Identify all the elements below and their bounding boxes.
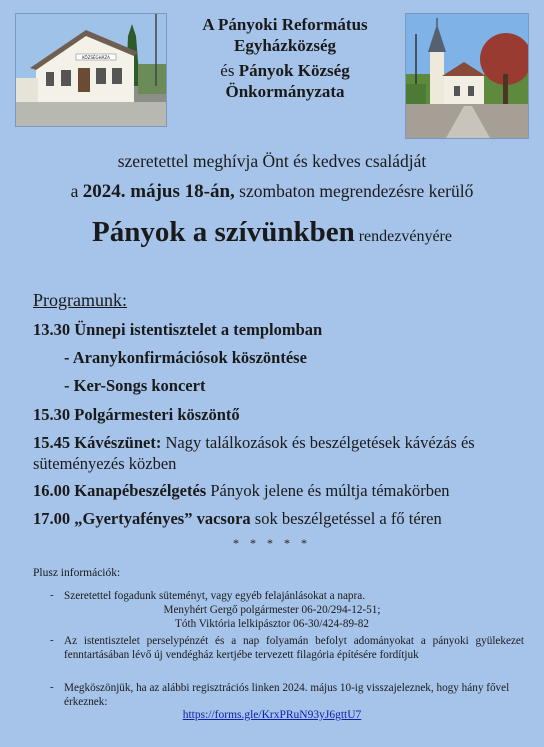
extra-info-heading: Plusz információk: (33, 567, 121, 579)
church-photo (405, 13, 529, 139)
invitation-prefix: a (70, 181, 79, 201)
village-hall-sign-text: KÖZSÉGHÁZA (82, 55, 110, 60)
program-subitem (64, 347, 307, 368)
program-heading: Programunk: (33, 290, 127, 310)
program-item-description: sok beszélgetéssel a fő téren (250, 509, 442, 528)
program-subitem-text: - Ker-Songs koncert (64, 376, 206, 395)
program-item-time-title: 17.00 „Gyertyafényes” vacsora (33, 509, 251, 528)
program-item-description: Nagy találkozások és beszélgetések kávézás és süteményezés közben (33, 433, 475, 473)
list-bullet: - (50, 634, 54, 646)
program-item-description: Pányok jelene és múltja témakörben (206, 481, 450, 500)
conjunction: és (220, 61, 235, 80)
program-subitem (64, 375, 205, 396)
list-bullet: - (50, 681, 54, 693)
extra-info-item: Szeretettel fogadunk süteményt, vagy egyéb felajánlásokat a napra. (64, 590, 366, 602)
event-subtitle: rendezvényére (358, 228, 452, 245)
contact-pastor: Tóth Viktória lelkipásztor 06-30/424-89-82 (175, 618, 369, 630)
invitation-suffix: szombaton megrendezésre kerülő (239, 181, 474, 201)
program-item (33, 480, 450, 501)
organizers-header (168, 14, 402, 102)
event-title-line (0, 216, 544, 249)
contact-mayor: Menyhért Gergő polgármester 06-20/294-12-51; (163, 604, 381, 616)
invitation-line: szeretettel meghívja Önt és kedves családját (117, 151, 427, 171)
program-item (33, 404, 240, 425)
program-item-time-title: 15.45 Kávészünet: (33, 433, 162, 452)
extra-info-item: Az istentisztelet perselypénzét és a nap folyamán befolyt adományokat a pányoki gyülekezet fenntartásában lévő új vendégház kertjébe tervezett filagória építésére fordítjuk (64, 635, 524, 661)
program-item-text: 15.30 Polgármesteri köszöntő (33, 405, 240, 424)
program-item (33, 432, 513, 474)
invitation-date-line (0, 181, 544, 203)
program-subitem-text: - Aranykonfirmációsok köszöntése (64, 348, 307, 367)
program-item (33, 508, 442, 529)
program-item-text: 13.30 Ünnepi istentisztelet a templomban (33, 320, 323, 339)
registration-link[interactable]: https://forms.gle/KrxPRuN93yJ6gttU7 (182, 709, 362, 721)
program-item (33, 319, 322, 340)
organizer-municipality-line2: Önkormányzata (225, 82, 345, 101)
program-item-time-title: 16.00 Kanapébeszélgetés (33, 481, 207, 500)
organizer-municipality-line1 (168, 60, 402, 81)
event-title: Pányok a szívünkben (92, 216, 355, 248)
section-separator: * * * * * (233, 536, 311, 550)
event-date: 2024. május 18-án, (82, 181, 235, 202)
municipality-name: Pányok Község (238, 61, 350, 80)
organizer-church-line1: A Pányoki Református (202, 15, 368, 34)
village-hall-photo (15, 13, 167, 127)
extra-info-item: Megköszönjük, ha az alábbi regisztrációs linken 2024. május 10-ig visszajeleznek, hogy hány fővel érkeznek: (64, 682, 510, 708)
organizer-church-line2: Egyházközség (234, 36, 336, 55)
list-bullet: - (50, 589, 54, 601)
